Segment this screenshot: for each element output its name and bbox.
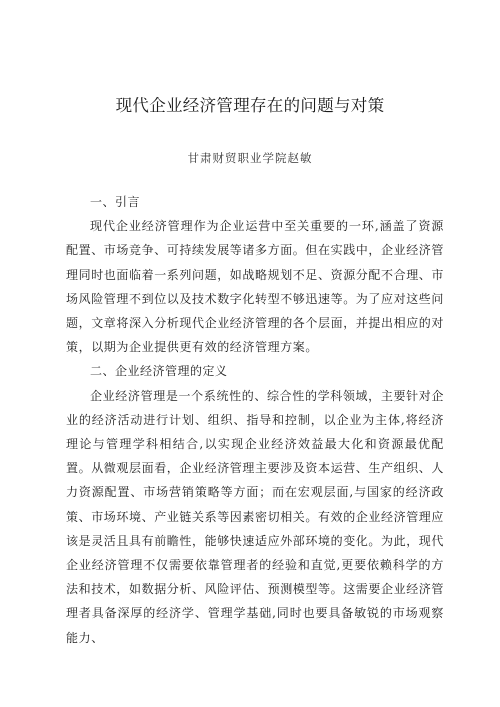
document-author: 甘肃财贸职业学院赵敏 bbox=[187, 151, 313, 165]
section-heading-definition: 二、企业经济管理的定义 bbox=[90, 364, 228, 379]
section-heading-introduction: 一、引言 bbox=[90, 195, 141, 209]
section-paragraph-definition: 企业经济管理是一个系统性的、综合性的学科领域，主要针对企业的经济活动进行计划、组织、指导和控制，以企业为主体,将经济理论与管理学科相结合,以实现企业经济效益最大化和资源最优配置。从微观层面看，企业经济管理主要涉及资本运营、生产组织、人力资源配置、市场营销策略等方面；而在宏观层面,与国家的经济政策、市场环境、产业链关系等因素密切相关。有效的企业经济管理应该是灵活且具有前瞻性，能够快速适应外部环境的变化。为此，现代企业经济管理不仅需要依靠管理者的经验和直觉,更要依赖科学的方法和技术，如数据分析、风险评估、预测模型等。这需要企业经济管理者具备深厚的经济学、管理学基础,同时也要具备敏锐的市场观察能力、 bbox=[66, 388, 445, 645]
document-body bbox=[66, 190, 444, 650]
section-paragraph-introduction: 现代企业经济管理作为企业运营中至关重要的一环,涵盖了资源配置、市场竞争、可持续发展等诸多方面。但在实践中，企业经济管理同时也面临着一系列问题，如战略规划不足、资源分配不合理、市场风险管理不到位以及技术数字化转型不够迅速等。为了应对这些问题，文章将深入分析现代企业经济管理的各个层面，并提出相应的对策，以期为企业提供更有效的经济管理方案。 bbox=[66, 219, 445, 355]
document-title: 现代企业经济管理存在的问题与对策 bbox=[115, 96, 385, 115]
